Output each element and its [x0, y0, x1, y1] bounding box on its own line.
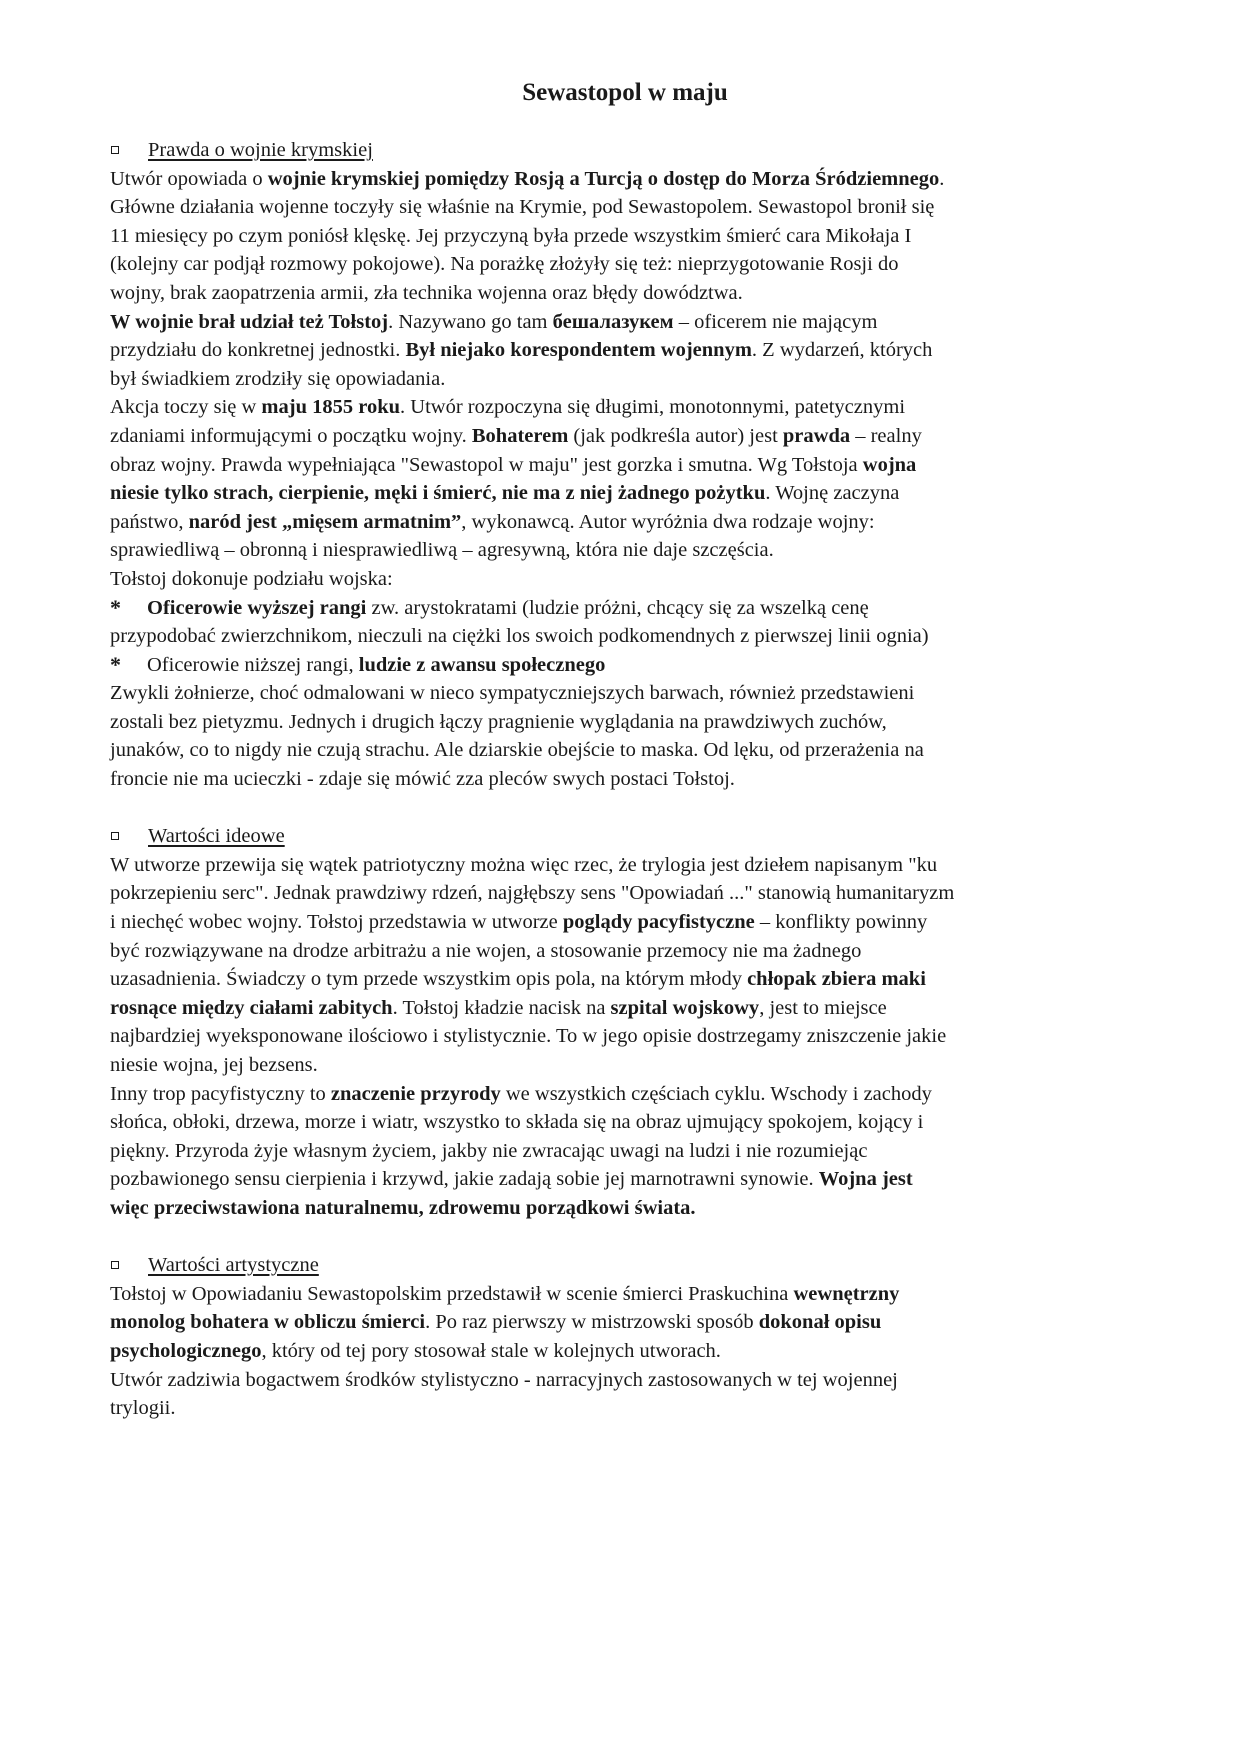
- text-run: być rozwiązywane na drodze arbitrażu a nie wojen, a stosowanie przemocy nie ma żadnego: [110, 939, 862, 962]
- text-run: froncie nie ma ucieczki - zdaje się mówić zza pleców swych postaci Tołstoj.: [110, 768, 735, 791]
- bold-text: Bohaterem: [471, 424, 569, 447]
- paragraph-line: [110, 1137, 1150, 1166]
- checkbox-square-icon: [111, 146, 119, 154]
- text-run: piękny. Przyroda żyje własnym życiem, jakby nie zwracając uwagi na ludzi i nie rozumiejąc: [110, 1139, 868, 1162]
- bold-text: więc przeciwstawiona naturalnemu, zdrowemu porządkowi świata.: [110, 1196, 696, 1219]
- text-run: . Utwór rozpoczyna się długimi, monotonnymi, patetycznymi: [400, 396, 906, 419]
- text-run: obraz wojny. Prawda wypełniająca "Sewastopol w maju" jest gorzka i smutna. Wg Tołstoja: [110, 453, 863, 476]
- text-run: (jak podkreśla autor) jest: [568, 424, 783, 447]
- bullet-text: [147, 654, 605, 676]
- bold-text: Oficerowie wyższej rangi: [147, 596, 367, 619]
- text-run: . Nazywano go tam: [388, 310, 553, 333]
- section-heading: [110, 822, 1150, 851]
- text-run: Inny trop pacyfistyczny to: [110, 1082, 331, 1105]
- paragraph-line: [110, 451, 1150, 480]
- paragraph-line: [110, 1108, 1150, 1137]
- paragraph-line: [110, 1165, 1150, 1194]
- text-run: – realny: [850, 424, 922, 447]
- bold-text: znaczenie przyrody: [330, 1082, 501, 1105]
- bold-text: бешалазукем: [552, 310, 674, 333]
- paragraph-line: [110, 965, 1150, 994]
- paragraph-line: [110, 1337, 1150, 1366]
- paragraph-line: [110, 1022, 1150, 1051]
- text-run: był świadkiem zrodziły się opowiadania.: [110, 367, 446, 390]
- paragraph-line: [110, 1308, 1150, 1337]
- page-title: Sewastopol w maju: [522, 79, 728, 106]
- text-run: państwo,: [110, 510, 189, 533]
- paragraph-line: [110, 479, 1150, 508]
- section-heading: [110, 136, 1150, 165]
- text-run: 11 miesięcy po czym poniósł klęskę. Jej przyczyną była przede wszystkim śmierć cara Mikołaja I: [110, 224, 912, 247]
- paragraph-line: [110, 994, 1150, 1023]
- paragraph-line: [110, 1051, 1150, 1080]
- paragraph-line: [110, 1394, 1150, 1423]
- bold-text: Wojna jest: [818, 1168, 913, 1191]
- paragraph-line: [110, 508, 1150, 537]
- section-heading-text: Wartości ideowe: [148, 825, 285, 848]
- paragraph-line: [110, 736, 1150, 765]
- document-body: [110, 136, 1150, 1423]
- paragraph-line: [110, 565, 1150, 594]
- text-run: – oficerem nie mającym: [673, 310, 878, 333]
- checkbox-square-icon: [111, 1261, 119, 1269]
- bold-text: szpital wojskowy: [610, 996, 760, 1019]
- text-run: uzasadnienia. Świadczy o tym przede wszystkim opis pola, na którym młody: [110, 968, 748, 991]
- section-spacer: [110, 1223, 1150, 1252]
- paragraph-line: [110, 1194, 1150, 1223]
- text-run: sprawiedliwą – obronną i niesprawiedliwą – agresywną, która nie daje szczęścia.: [110, 539, 774, 562]
- text-run: Tołstoj dokonuje podziału wojska:: [110, 567, 393, 590]
- paragraph-line: [110, 708, 1150, 737]
- paragraph-line: [110, 193, 1150, 222]
- bold-text: rosnące między ciałami zabitych: [110, 996, 393, 1019]
- paragraph-line: [110, 308, 1150, 337]
- paragraph-line: [110, 765, 1150, 794]
- text-run: najbardziej wyeksponowane ilościowo i stylistycznie. To w jego opisie dostrzegamy zniszczenie jakie: [110, 1025, 947, 1048]
- paragraph-line: [110, 250, 1150, 279]
- text-run: Utwór opowiada o: [110, 167, 268, 190]
- text-run: – konflikty powinny: [754, 911, 928, 934]
- paragraph-line: [110, 165, 1150, 194]
- bold-text: prawda: [782, 424, 851, 447]
- bold-text: monolog bohatera w obliczu śmierci: [110, 1311, 426, 1334]
- text-run: , jest to miejsce: [759, 996, 887, 1019]
- text-run: . Tołstoj kładzie nacisk na: [392, 996, 611, 1019]
- text-run: Utwór zadziwia bogactwem środków stylistyczno - narracyjnych zastosowanych w tej wojennej: [110, 1368, 898, 1391]
- checkbox-square-icon: [111, 832, 119, 840]
- bullet-item: [110, 594, 1150, 623]
- section-heading-text: Prawda o wojnie krymskiej: [148, 139, 373, 161]
- text-run: . Po raz pierwszy w mistrzowski sposób: [425, 1311, 759, 1334]
- bullet-continuation-line: [110, 622, 1150, 651]
- text-run: zostali bez pietyzmu. Jednych i drugich łączy pragnienie wyglądania na prawdziwych zuchów,: [110, 710, 887, 733]
- bold-text: niesie tylko strach, cierpienie, męki i śmierć, nie ma z niej żadnego pożytku: [110, 482, 766, 505]
- text-run: słońca, obłoki, drzewa, morze i wiatr, wszystko to składa się na obraz ujmujący spokojem, kojący i: [110, 1111, 924, 1134]
- bold-text: naród jest „mięsem armatnim”: [188, 510, 462, 533]
- text-run: Główne działania wojenne toczyły się właśnie na Krymie, pod Sewastopolem. Sewastopol bronił się: [110, 196, 935, 219]
- bold-text: Był niejako korespondentem wojennym: [405, 339, 752, 362]
- bold-text: wewnętrzny: [793, 1282, 900, 1305]
- paragraph-line: [110, 422, 1150, 451]
- bullet-text: [147, 597, 869, 619]
- bold-text: W wojnie brał udział też Tołstoj: [110, 310, 389, 333]
- paragraph-line: [110, 279, 1150, 308]
- text-run: niesie wojna, jej bezsens.: [110, 1054, 318, 1076]
- text-run: trylogii.: [110, 1397, 176, 1420]
- section-heading: [110, 1251, 1150, 1280]
- text-run: we wszystkich częściach cyklu. Wschody i zachody: [500, 1082, 932, 1105]
- bold-text: psychologicznego: [110, 1339, 262, 1362]
- paragraph-line: [110, 222, 1150, 251]
- paragraph-line: [110, 536, 1150, 565]
- bold-text: maju 1855 roku: [261, 396, 401, 419]
- text-run: , który od tej pory stosował stale w kolejnych utworach.: [261, 1339, 721, 1362]
- section-heading-text: Wartości artystyczne: [148, 1254, 319, 1277]
- bold-text: dokonał opisu: [758, 1311, 882, 1334]
- text-run: junaków, co to nigdy nie czują strachu. Ale dziarskie obejście to maska. Od lęku, od przerażenia na: [110, 739, 924, 762]
- paragraph-line: [110, 937, 1150, 966]
- paragraph-line: [110, 1280, 1150, 1309]
- paragraph-line: [110, 908, 1150, 937]
- section-spacer: [110, 794, 1150, 823]
- paragraph-line: [110, 879, 1150, 908]
- text-run: Oficerowie niższej rangi,: [147, 653, 359, 676]
- text-run: . Z wydarzeń, których: [751, 339, 933, 362]
- text-run: pokrzepieniu serc". Jednak prawdziwy rdzeń, najgłębszy sens "Opowiadań ..." stanowią humanitaryzm: [110, 882, 955, 905]
- text-run: W utworze przewija się wątek patriotyczny można więc rzec, że trylogia jest dziełem napisanym "ku: [110, 853, 938, 876]
- paragraph-line: [110, 365, 1150, 394]
- text-run: i niechęć wobec wojny. Tołstoj przedstawia w utworze: [110, 911, 563, 934]
- text-run: wojny, brak zaopatrzenia armii, zła technika wojenna oraz błędy dowództwa.: [110, 281, 743, 304]
- paragraph-line: [110, 679, 1150, 708]
- asterisk-bullet-icon: *: [110, 594, 121, 620]
- paragraph-line: [110, 393, 1150, 422]
- bold-text: poglądy pacyfistyczne: [562, 911, 755, 934]
- paragraph-line: [110, 336, 1150, 365]
- bold-text: wojna: [862, 453, 917, 476]
- asterisk-bullet-icon: *: [110, 651, 121, 677]
- text-run: , wykonawcą. Autor wyróżnia dwa rodzaje wojny:: [461, 510, 875, 533]
- text-run: (kolejny car podjął rozmowy pokojowe). Na porażkę złożyły się też: nieprzygotowanie Rosji do: [110, 253, 899, 276]
- bold-text: chłopak zbiera maki: [747, 968, 926, 991]
- bullet-item: [110, 651, 1150, 680]
- text-run: Zwykli żołnierze, choć odmalowani w nieco sympatyczniejszych barwach, również przedstawieni: [110, 682, 915, 705]
- text-run: zw. arystokratami (ludzie próżni, chcący się za wszelką cenę: [366, 596, 869, 619]
- text-run: przydziału do konkretnej jednostki.: [110, 339, 406, 362]
- paragraph-line: [110, 851, 1150, 880]
- bold-text: wojnie krymskiej pomiędzy Rosją a Turcją o dostęp do Morza Śródziemnego: [267, 167, 940, 190]
- text-run: .: [939, 167, 945, 190]
- paragraph-line: [110, 1366, 1150, 1395]
- text-run: Tołstoj w Opowiadaniu Sewastopolskim przedstawił w scenie śmierci Praskuchina: [110, 1282, 794, 1305]
- text-run: Akcja toczy się w: [110, 396, 262, 419]
- text-run: . Wojnę zaczyna: [765, 482, 900, 505]
- paragraph-line: [110, 1080, 1150, 1109]
- text-run: przypodobać zwierzchnikom, nieczuli na ciężki los swoich podkomendnych z pierwszej linii ognia): [110, 625, 929, 648]
- text-run: zdaniami informującymi o początku wojny.: [110, 424, 472, 447]
- bold-text: ludzie z awansu społecznego: [358, 653, 606, 676]
- text-run: pozbawionego sensu cierpienia i krzywd, jakie zadają sobie jej marnotrawni synowie.: [110, 1168, 819, 1191]
